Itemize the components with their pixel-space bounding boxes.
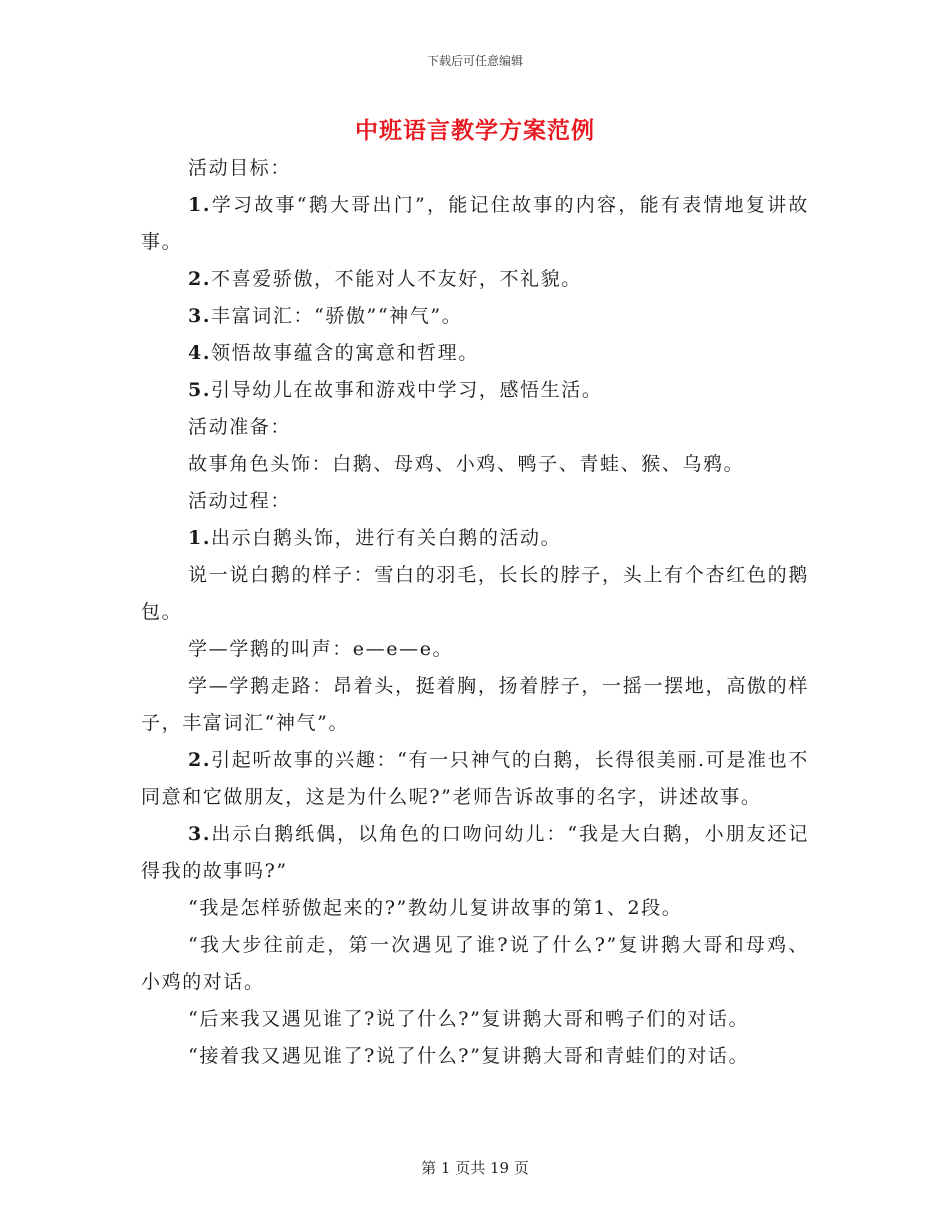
paragraph-step-3-q2: “我大步往前走，第一次遇见了谁?说了什么?”复讲鹅大哥和母鸡、小鸡的对话。 bbox=[141, 934, 809, 993]
paragraph-step-3-q3: “后来我又遇见谁了?说了什么?”复讲鹅大哥和鸭子们的对话。 bbox=[188, 1008, 750, 1030]
paragraph-step-1-walk: 学—学鹅走路：昂着头，挺着胸，扬着脖子，一摇一摆地，高傲的样子，丰富词汇“神气”。 bbox=[141, 675, 809, 734]
paragraph-goal-5: 5.引导幼儿在故事和游戏中学习，感悟生活。 bbox=[188, 379, 603, 401]
page-number-footer: 第 1 页共 19 页 bbox=[421, 1159, 529, 1177]
paragraph-step-1-describe: 说一说白鹅的样子：雪白的羽毛，长长的脖子，头上有个杏红色的鹅包。 bbox=[141, 564, 809, 623]
paragraph-step-1-call: 学—学鹅的叫声：e—e—e。 bbox=[188, 638, 454, 660]
paragraph-goal-heading: 活动目标： bbox=[188, 157, 292, 179]
paragraph-step-1: 1.出示白鹅头饰，进行有关白鹅的活动。 bbox=[188, 527, 562, 549]
paragraph-goal-2: 2.不喜爱骄傲，不能对人不友好，不礼貌。 bbox=[188, 268, 582, 290]
paragraph-goal-1: 1.学习故事“鹅大哥出门”，能记住故事的内容，能有表情地复讲故事。 bbox=[141, 194, 809, 253]
paragraph-step-2: 2.引起听故事的兴趣：“有一只神气的白鹅，长得很美丽.可是准也不同意和它做朋友，这是为什么呢?”老师告诉故事的名字，讲述故事。 bbox=[141, 749, 809, 808]
paragraph-prep-heading: 活动准备： bbox=[188, 416, 292, 438]
paragraph-prep-items: 故事角色头饰：白鹅、母鸡、小鸡、鸭子、青蛙、猴、乌鸦。 bbox=[188, 453, 745, 475]
header-note: 下载后可任意编辑 bbox=[426, 54, 523, 68]
paragraph-step-3-q1: “我是怎样骄傲起来的?”教幼儿复讲故事的第1、2段。 bbox=[188, 897, 683, 919]
document-body bbox=[141, 150, 809, 1075]
paragraph-goal-3: 3.丰富词汇：“骄傲”“神气”。 bbox=[188, 305, 463, 327]
paragraph-step-3: 3.出示白鹅纸偶，以角色的口吻问幼儿：“我是大白鹅，小朋友还记得我的故事吗?” bbox=[141, 823, 809, 882]
paragraph-goal-4: 4.领悟故事蕴含的寓意和哲理。 bbox=[188, 342, 479, 364]
paragraph-process-heading: 活动过程： bbox=[188, 490, 292, 512]
paragraph-step-3-q4: “接着我又遇见谁了?说了什么?”复讲鹅大哥和青蛙们的对话。 bbox=[188, 1045, 750, 1067]
document-title: 中班语言教学方案范例 bbox=[355, 117, 595, 144]
